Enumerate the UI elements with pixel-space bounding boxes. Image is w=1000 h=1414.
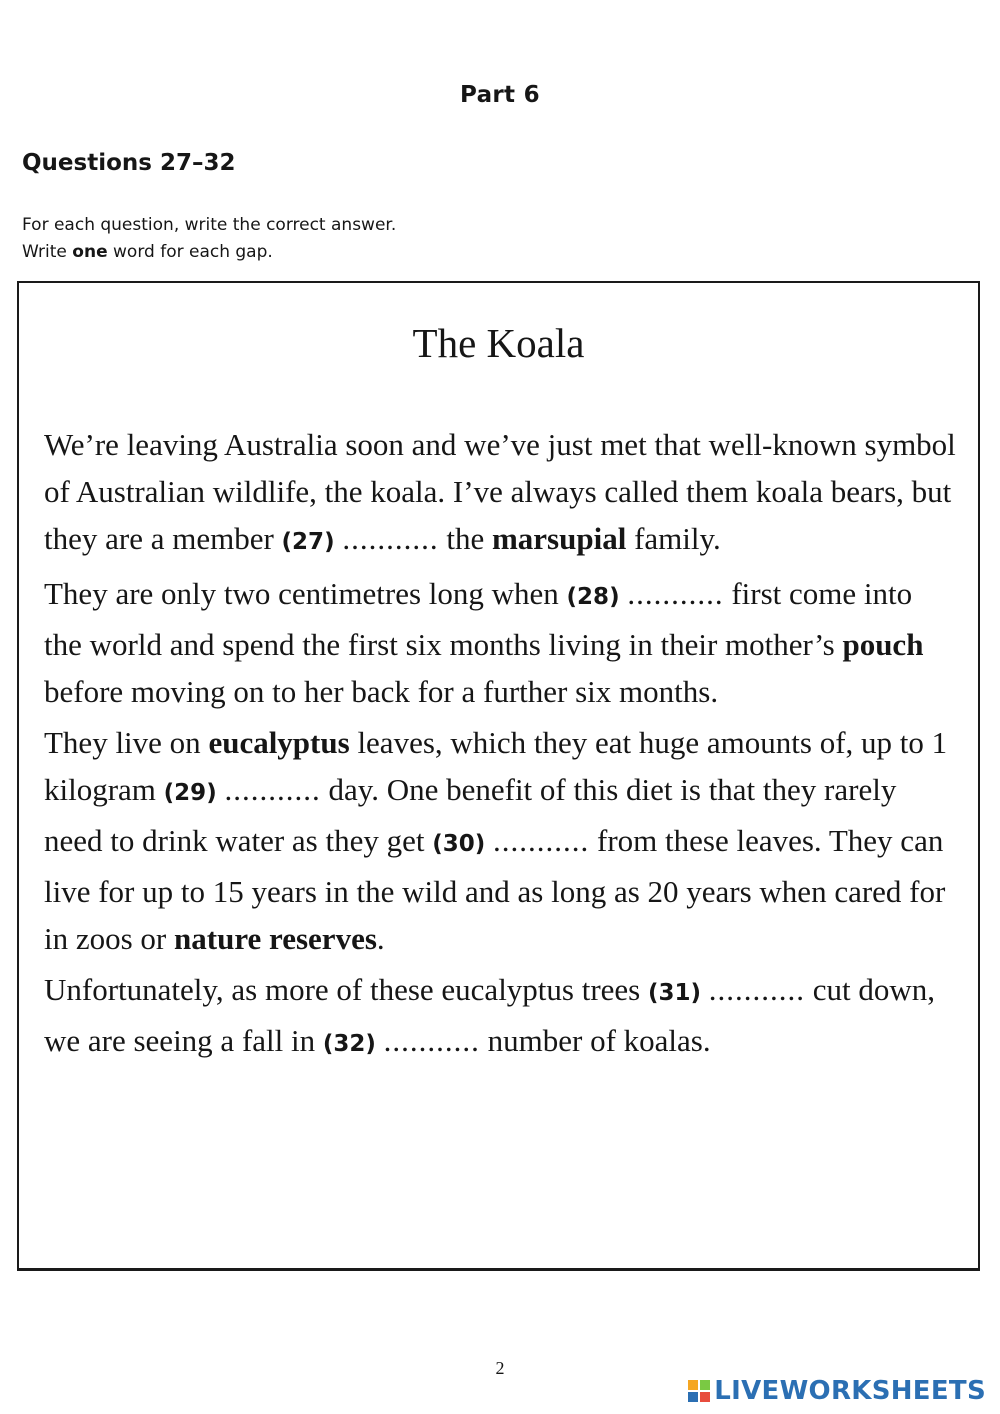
liveworksheets-logo[interactable] [688,1376,986,1406]
keyword-eucalyptus: eucalyptus [208,725,350,760]
paragraph-2: They are only two centimetres long when (28) ........... first come into the world and spend the first six months living in their mother’s pouch before moving on to her back for a further six months. [44,576,924,709]
instruction-emphasis: one [72,242,108,262]
keyword-pouch: pouch [842,627,924,662]
logo-square-2 [700,1380,710,1390]
gap-29-blank[interactable]: ........... [224,772,321,807]
gap-27-number: (27) [281,529,335,555]
passage-title: The Koala [412,320,585,366]
gap-28-number: (28) [566,584,620,610]
paragraph-1: We’re leaving Australia soon and we’ve just met that well-known symbol of Australian wildlife, the koala. I’ve always called them koala bears, but they are a member (27) ........... the marsupial family. [44,427,956,556]
logo-text: LIVEWORKSHEETS [714,1376,986,1406]
questions-title: Questions 27–32 [22,150,236,176]
keyword-marsupial: marsupial [491,521,627,556]
instructions [22,212,396,266]
gap-27-blank[interactable]: ........... [342,521,439,556]
passage-box [17,281,980,1271]
page-number: 2 [495,1358,505,1378]
paragraph-3: They live on eucalyptus leaves, which they eat huge amounts of, up to 1 kilogram (29) ........... day. One benefit of this diet is that they rarely need to drink water as they get (30) ........... from these leaves. They can live for up to 15 years in the wild and as long as 20 years when cared for in zoos or nature reserves. [44,725,948,956]
gap-29-number: (29) [163,780,217,806]
gap-32-blank[interactable]: ........... [383,1023,480,1058]
instruction-line-1: For each question, write the correct answer. [22,215,397,235]
gap-31-number: (31) [648,980,702,1006]
gap-31-blank[interactable]: ........... [708,972,806,1007]
part-title: Part 6 [460,82,540,108]
logo-square-1 [688,1380,698,1390]
logo-square-4 [700,1392,710,1402]
liveworksheets-logo-icon [688,1380,710,1402]
gap-30-blank[interactable]: ........... [493,823,590,858]
keyword-nature-reserves: nature reserves [174,921,377,956]
gap-32-number: (32) [322,1031,376,1057]
passage-body [44,421,956,1072]
paragraph-4: Unfortunately, as more of these eucalyptus trees (31) ........... cut down, we are seeing a fall in (32) ........... number of koalas. [44,972,936,1058]
gap-30-number: (30) [432,831,486,857]
instruction-line-2: Write one word for each gap. [22,242,273,262]
gap-28-blank[interactable]: ........... [627,576,724,611]
logo-square-3 [688,1392,698,1402]
